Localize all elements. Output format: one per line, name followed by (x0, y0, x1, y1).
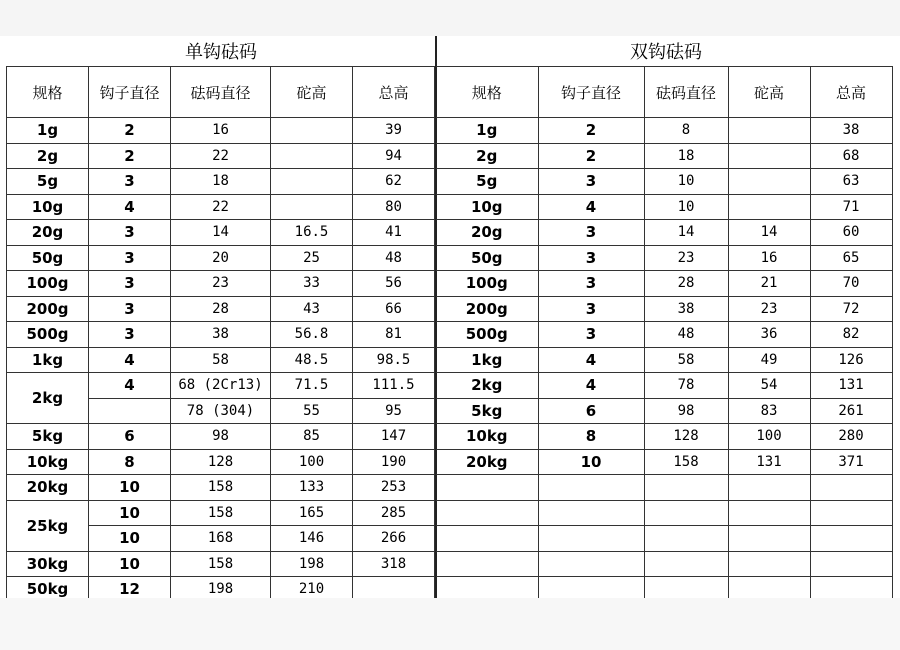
table-row (436, 398, 892, 424)
table-row (7, 143, 435, 169)
hook-diameter-cell: 3 (538, 220, 644, 246)
spec-cell (436, 475, 538, 501)
weight-diameter-cell: 8 (644, 118, 728, 144)
total-height-cell: 266 (353, 526, 435, 552)
hook-diameter-cell: 2 (538, 143, 644, 169)
double-hook-title: 双钩砝码 (630, 42, 702, 63)
table-row (7, 500, 435, 526)
table-row (436, 245, 892, 271)
head-height-cell: 21 (728, 271, 810, 297)
head-height-cell (271, 169, 353, 195)
table-row (436, 296, 892, 322)
hook-diameter-cell: 3 (538, 169, 644, 195)
weight-diameter-cell: 18 (644, 143, 728, 169)
hook-diameter-cell: 3 (538, 271, 644, 297)
total-height-cell: 65 (810, 245, 892, 271)
total-height-cell: 253 (353, 475, 435, 501)
head-height-cell: 146 (271, 526, 353, 552)
weight-diameter-cell: 168 (171, 526, 271, 552)
table-row (436, 475, 892, 501)
hook-diameter-cell: 12 (89, 577, 171, 603)
table-row (7, 245, 435, 271)
table-row (436, 449, 892, 475)
table-row (7, 322, 435, 348)
weight-diameter-cell: 10 (644, 194, 728, 220)
hook-diameter-cell: 2 (538, 118, 644, 144)
head-height-cell: 100 (271, 449, 353, 475)
spec-cell: 100g (7, 271, 89, 297)
total-height-cell: 71 (810, 194, 892, 220)
head-height-cell (271, 143, 353, 169)
spec-cell: 5kg (436, 398, 538, 424)
spec-cell: 20g (436, 220, 538, 246)
table-row (436, 118, 892, 144)
head-height-cell: 198 (271, 551, 353, 577)
head-height-cell: 83 (728, 398, 810, 424)
head-height-cell: 54 (728, 373, 810, 399)
table-header-row (7, 67, 435, 118)
weight-diameter-cell: 18 (171, 169, 271, 195)
table-row (436, 373, 892, 399)
head-height-cell: 56.8 (271, 322, 353, 348)
header-weight-diameter: 砝码直径 (171, 67, 271, 118)
total-height-cell: 48 (353, 245, 435, 271)
spec-cell: 50g (7, 245, 89, 271)
header-total-height: 总高 (353, 67, 435, 118)
total-height-cell: 68 (810, 143, 892, 169)
single-hook-table (6, 66, 435, 603)
double-hook-panel (436, 36, 896, 598)
weight-diameter-cell (644, 526, 728, 552)
weight-diameter-cell: 22 (171, 143, 271, 169)
total-height-cell: 261 (810, 398, 892, 424)
hook-diameter-cell: 3 (89, 296, 171, 322)
weight-diameter-cell: 20 (171, 245, 271, 271)
total-height-cell: 131 (810, 373, 892, 399)
spec-cell: 200g (436, 296, 538, 322)
head-height-cell (728, 551, 810, 577)
hook-diameter-cell (538, 475, 644, 501)
total-height-cell: 62 (353, 169, 435, 195)
table-row (436, 220, 892, 246)
header-hook-diameter: 钩子直径 (89, 67, 171, 118)
double-hook-table (436, 66, 893, 603)
hook-diameter-cell: 3 (89, 220, 171, 246)
total-height-cell: 285 (353, 500, 435, 526)
total-height-cell: 371 (810, 449, 892, 475)
weight-diameter-cell (644, 551, 728, 577)
head-height-cell: 23 (728, 296, 810, 322)
total-height-cell: 66 (353, 296, 435, 322)
spec-cell: 10kg (436, 424, 538, 450)
weight-diameter-cell: 22 (171, 194, 271, 220)
weight-diameter-cell: 10 (644, 169, 728, 195)
weight-diameter-cell: 58 (644, 347, 728, 373)
weight-diameter-cell: 158 (171, 475, 271, 501)
total-height-cell (810, 475, 892, 501)
total-height-cell (810, 526, 892, 552)
head-height-cell: 48.5 (271, 347, 353, 373)
table-row (436, 322, 892, 348)
hook-diameter-cell: 10 (538, 449, 644, 475)
total-height-cell: 41 (353, 220, 435, 246)
spec-cell: 10kg (7, 449, 89, 475)
spec-cell: 20kg (7, 475, 89, 501)
weight-diameter-cell (644, 475, 728, 501)
spec-cell: 2kg (7, 373, 89, 424)
head-height-cell: 16.5 (271, 220, 353, 246)
spec-cell: 2g (436, 143, 538, 169)
total-height-cell: 39 (353, 118, 435, 144)
table-row (436, 271, 892, 297)
hook-diameter-cell: 4 (538, 194, 644, 220)
table-row (436, 169, 892, 195)
hook-diameter-cell: 4 (89, 194, 171, 220)
table-row (7, 118, 435, 144)
weight-diameter-cell: 198 (171, 577, 271, 603)
weight-diameter-cell: 14 (171, 220, 271, 246)
spec-cell: 20kg (436, 449, 538, 475)
table-row (7, 347, 435, 373)
spec-cell: 5g (436, 169, 538, 195)
header-weight-diameter: 砝码直径 (644, 67, 728, 118)
head-height-cell (728, 169, 810, 195)
spec-cell: 1g (7, 118, 89, 144)
weight-diameter-cell: 23 (644, 245, 728, 271)
header-head-height: 砣高 (271, 67, 353, 118)
head-height-cell (728, 526, 810, 552)
total-height-cell: 111.5 (353, 373, 435, 399)
spec-cell: 1kg (7, 347, 89, 373)
table-row (7, 424, 435, 450)
total-height-cell: 126 (810, 347, 892, 373)
total-height-cell: 80 (353, 194, 435, 220)
spec-cell (436, 500, 538, 526)
spec-cell: 25kg (7, 500, 89, 551)
total-height-cell: 81 (353, 322, 435, 348)
total-height-cell: 38 (810, 118, 892, 144)
total-height-cell (810, 500, 892, 526)
head-height-cell: 55 (271, 398, 353, 424)
head-height-cell: 16 (728, 245, 810, 271)
spec-cell: 200g (7, 296, 89, 322)
hook-diameter-cell: 10 (89, 551, 171, 577)
weight-diameter-cell: 28 (644, 271, 728, 297)
hook-diameter-cell: 8 (89, 449, 171, 475)
spec-sheet (0, 36, 900, 598)
head-height-cell: 43 (271, 296, 353, 322)
spec-cell: 30kg (7, 551, 89, 577)
table-row (7, 475, 435, 501)
table-row (7, 449, 435, 475)
weight-diameter-cell: 158 (644, 449, 728, 475)
table-row (436, 143, 892, 169)
hook-diameter-cell: 10 (89, 526, 171, 552)
total-height-cell: 60 (810, 220, 892, 246)
weight-diameter-cell: 48 (644, 322, 728, 348)
total-height-cell: 56 (353, 271, 435, 297)
head-height-cell: 210 (271, 577, 353, 603)
head-height-cell: 49 (728, 347, 810, 373)
weight-diameter-cell: 98 (644, 398, 728, 424)
page-background (0, 598, 900, 650)
head-height-cell: 133 (271, 475, 353, 501)
weight-diameter-cell: 78 (304) (171, 398, 271, 424)
total-height-cell: 95 (353, 398, 435, 424)
spec-cell: 500g (7, 322, 89, 348)
head-height-cell (728, 143, 810, 169)
spec-cell: 20g (7, 220, 89, 246)
table-row (7, 551, 435, 577)
hook-diameter-cell: 3 (89, 322, 171, 348)
weight-diameter-cell: 68 (2Cr13) (171, 373, 271, 399)
weight-diameter-cell: 28 (171, 296, 271, 322)
total-height-cell: 94 (353, 143, 435, 169)
weight-diameter-cell: 128 (171, 449, 271, 475)
head-height-cell (728, 194, 810, 220)
spec-cell: 50g (436, 245, 538, 271)
weight-diameter-cell: 38 (644, 296, 728, 322)
head-height-cell (728, 118, 810, 144)
hook-diameter-cell (538, 551, 644, 577)
spec-cell: 1kg (436, 347, 538, 373)
head-height-cell: 36 (728, 322, 810, 348)
table-row (7, 373, 435, 399)
hook-diameter-cell: 2 (89, 143, 171, 169)
total-height-cell (810, 551, 892, 577)
spec-cell: 1g (436, 118, 538, 144)
total-height-cell: 98.5 (353, 347, 435, 373)
head-height-cell: 165 (271, 500, 353, 526)
hook-diameter-cell: 3 (538, 322, 644, 348)
spec-cell: 10g (7, 194, 89, 220)
weight-diameter-cell: 16 (171, 118, 271, 144)
weight-diameter-cell: 158 (171, 500, 271, 526)
weight-diameter-cell: 14 (644, 220, 728, 246)
spec-cell: 10g (436, 194, 538, 220)
hook-diameter-cell: 10 (89, 500, 171, 526)
table-row (436, 551, 892, 577)
total-height-cell: 72 (810, 296, 892, 322)
spec-cell (436, 551, 538, 577)
hook-diameter-cell: 4 (89, 373, 171, 399)
table-row (7, 220, 435, 246)
spec-cell: 2g (7, 143, 89, 169)
head-height-cell: 25 (271, 245, 353, 271)
hook-diameter-cell: 4 (89, 347, 171, 373)
total-height-cell: 63 (810, 169, 892, 195)
head-height-cell (271, 118, 353, 144)
table-row (7, 169, 435, 195)
hook-diameter-cell: 4 (538, 373, 644, 399)
table-row (436, 194, 892, 220)
total-height-cell: 190 (353, 449, 435, 475)
weight-diameter-cell: 98 (171, 424, 271, 450)
spec-cell (436, 526, 538, 552)
weight-diameter-cell: 158 (171, 551, 271, 577)
spec-cell: 5kg (7, 424, 89, 450)
hook-diameter-cell (538, 500, 644, 526)
hook-diameter-cell: 6 (538, 398, 644, 424)
head-height-cell: 14 (728, 220, 810, 246)
table-row (436, 500, 892, 526)
header-total-height: 总高 (810, 67, 892, 118)
head-height-cell: 100 (728, 424, 810, 450)
hook-diameter-cell: 3 (538, 296, 644, 322)
hook-diameter-cell: 3 (89, 169, 171, 195)
table-header-row (436, 67, 892, 118)
single-hook-title: 单钩砝码 (185, 42, 257, 63)
hook-diameter-cell: 3 (89, 271, 171, 297)
table-row (436, 526, 892, 552)
hook-diameter-cell (538, 526, 644, 552)
table-row (7, 194, 435, 220)
hook-diameter-cell: 3 (89, 245, 171, 271)
weight-diameter-cell: 128 (644, 424, 728, 450)
head-height-cell (271, 194, 353, 220)
spec-cell: 2kg (436, 373, 538, 399)
head-height-cell: 131 (728, 449, 810, 475)
total-height-cell: 280 (810, 424, 892, 450)
total-height-cell: 147 (353, 424, 435, 450)
hook-diameter-cell: 10 (89, 475, 171, 501)
hook-diameter-cell: 8 (538, 424, 644, 450)
total-height-cell: 70 (810, 271, 892, 297)
header-head-height: 砣高 (728, 67, 810, 118)
table-row (7, 296, 435, 322)
spec-cell: 50kg (7, 577, 89, 603)
spec-cell: 500g (436, 322, 538, 348)
weight-diameter-cell (644, 500, 728, 526)
total-height-cell: 82 (810, 322, 892, 348)
table-row (7, 271, 435, 297)
head-height-cell: 85 (271, 424, 353, 450)
header-spec: 规格 (7, 67, 89, 118)
head-height-cell: 71.5 (271, 373, 353, 399)
head-height-cell: 33 (271, 271, 353, 297)
head-height-cell (728, 475, 810, 501)
weight-diameter-cell: 58 (171, 347, 271, 373)
hook-diameter-cell: 3 (538, 245, 644, 271)
head-height-cell (728, 500, 810, 526)
weight-diameter-cell: 23 (171, 271, 271, 297)
header-hook-diameter: 钩子直径 (538, 67, 644, 118)
hook-diameter-cell: 6 (89, 424, 171, 450)
table-row (436, 347, 892, 373)
hook-diameter-cell: 4 (538, 347, 644, 373)
spec-cell: 5g (7, 169, 89, 195)
weight-diameter-cell: 38 (171, 322, 271, 348)
weight-diameter-cell: 78 (644, 373, 728, 399)
table-row (436, 424, 892, 450)
single-hook-panel (6, 36, 436, 598)
spec-cell: 100g (436, 271, 538, 297)
total-height-cell: 318 (353, 551, 435, 577)
hook-diameter-cell: 2 (89, 118, 171, 144)
hook-diameter-cell (89, 398, 171, 424)
header-spec: 规格 (436, 67, 538, 118)
